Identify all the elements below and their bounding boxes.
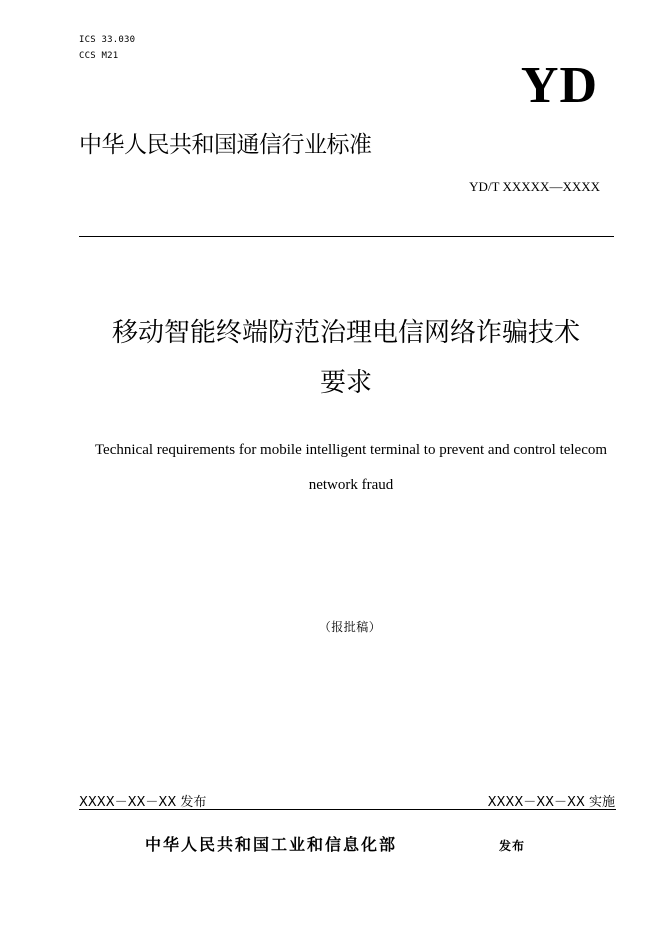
chinese-title-line-2: 要求 <box>319 368 372 398</box>
ics-code: ICS 33.030 <box>79 35 136 45</box>
implement-date: XXXX－XX－XX 实施 <box>487 795 615 810</box>
issuing-ministry: 中华人民共和国工业和信息化部 <box>145 835 398 854</box>
header-divider <box>79 236 614 237</box>
chinese-title-line-1: 移动智能终端防范治理电信网络诈骗技术 <box>111 318 580 348</box>
draft-status: （报批稿） <box>318 620 382 634</box>
standard-number: YD/T XXXXX—XXXX <box>469 179 600 194</box>
footer-divider <box>79 809 616 810</box>
standard-type-heading: 中华人民共和国通信行业标准 <box>79 132 372 158</box>
issue-label: 发布 <box>499 839 526 853</box>
english-title-line-1: Technical requirements for mobile intelligent terminal to prevent and control telecom <box>94 442 608 458</box>
english-title-line-2: network fraud <box>308 477 394 493</box>
yd-logo: YD <box>520 57 598 114</box>
ccs-code: CCS M21 <box>79 51 119 61</box>
publish-date: XXXX－XX－XX 发布 <box>79 795 207 810</box>
